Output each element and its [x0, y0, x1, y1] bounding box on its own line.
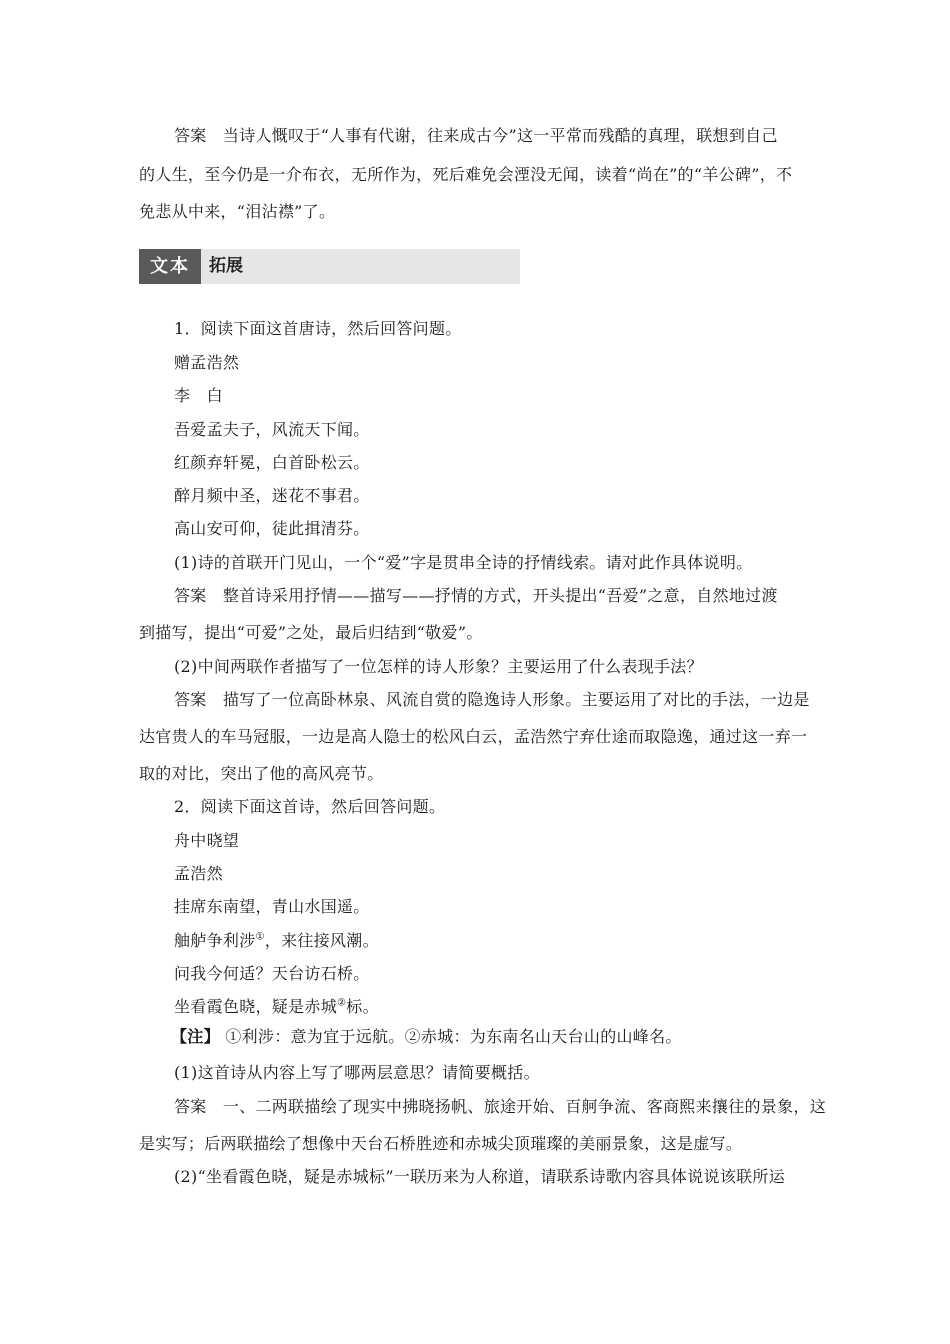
note-label: 【注】 — [171, 1027, 220, 1046]
intro-answer-line-2: 的人生，至今仍是一介布衣，无所作为，死后难免会湮没无闻，读着“尚在”的“羊公碑”，不 — [139, 165, 793, 184]
q2-poem-line-2-a: 舳舻争利涉 — [174, 931, 256, 950]
q2-note — [171, 1026, 811, 1048]
q2-poem-line — [174, 996, 814, 1018]
section-banner-right: 拓展 — [209, 256, 243, 276]
q2-sub1-answer-line-1: 答案 一、二两联描绘了现实中拂晓扬帆、旅途开始、百舸争流、客商熙来攘往的景象，这 — [174, 1097, 827, 1116]
q2-sub2-question: (2)“坐看霞色晓，疑是赤城标”一联历来为人称道，请联系诗歌内容具体说说该联所运 — [174, 1167, 786, 1186]
q2-poem-line-4-b: 标。 — [346, 997, 379, 1016]
q1-poem-line: 醉月频中圣，迷花不事君。 — [174, 486, 370, 505]
q1-sub1-answer-line-1: 答案 整首诗采用抒情——描写——抒情的方式，开头提出“吾爱”之意，自然地过渡 — [174, 586, 778, 605]
q1-sub2-answer-line-1: 答案 描写了一位高卧林泉、风流自赏的隐逸诗人形象。主要运用了对比的手法，一边是 — [174, 690, 810, 709]
q2-sub1-question: (1)这首诗从内容上写了哪两层意思？请简要概括。 — [174, 1063, 540, 1082]
q1-poem-title: 赠孟浩然 — [174, 353, 240, 372]
q1-sub1-question: (1)诗的首联开门见山，一个“爱”字是贯串全诗的抒情线索。请对此作具体说明。 — [174, 553, 753, 572]
intro-answer-line-3: 免悲从中来，“泪沾襟”了。 — [139, 202, 336, 221]
q1-sub2-question: (2)中间两联作者描写了一位怎样的诗人形象？主要运用了什么表现手法？ — [174, 657, 703, 676]
footnote-marker: ① — [255, 931, 265, 943]
q1-sub2-answer-line-3: 取的对比，突出了他的高风亮节。 — [139, 764, 384, 783]
q2-poem-author: 孟浩然 — [174, 864, 223, 883]
q1-poem-line: 红颜弃轩冕，白首卧松云。 — [174, 453, 370, 472]
q2-poem-title: 舟中晓望 — [174, 831, 240, 850]
q2-poem-line-2-b: ，来往接风潮。 — [264, 931, 379, 950]
q2-poem-line-4-a: 坐看霞色晓，疑是赤城 — [174, 997, 338, 1016]
section-banner-left: 文本 — [139, 249, 201, 284]
q2-poem-line: 问我今何适？天台访石桥。 — [174, 964, 370, 983]
q1-sub1-answer-line-2: 到描写，提出“可爱”之处，最后归结到“敬爱”。 — [139, 623, 483, 642]
q1-prompt: 1．阅读下面这首唐诗，然后回答问题。 — [174, 319, 462, 338]
q2-prompt: 2．阅读下面这首诗，然后回答问题。 — [174, 797, 446, 816]
q1-poem-line: 高山安可仰，徒此揖清芬。 — [174, 519, 370, 538]
intro-answer-line-1: 答案 当诗人慨叹于“人事有代谢，往来成古今”这一平常而残酷的真理，联想到自己 — [174, 126, 778, 145]
q1-sub2-answer-line-2: 达官贵人的车马冠服，一边是高人隐士的松风白云，孟浩然宁弃仕途而取隐逸，通过这一弃一 — [139, 727, 808, 746]
q2-sub1-answer-line-2: 是实写；后两联描绘了想像中天台石桥胜迹和赤城尖顶璀璨的美丽景象，这是虚写。 — [139, 1134, 743, 1153]
q1-poem-line: 吾爱孟夫子，风流天下闻。 — [174, 420, 370, 439]
q2-poem-line: 挂席东南望，青山水国遥。 — [174, 897, 370, 916]
note-text: ①利涉：意为宜于远航。②赤城：为东南名山天台山的山峰名。 — [225, 1027, 682, 1046]
q1-poem-author: 李 白 — [174, 386, 223, 405]
q2-poem-line — [174, 930, 814, 952]
section-banner — [139, 249, 520, 284]
footnote-marker: ② — [337, 997, 347, 1009]
